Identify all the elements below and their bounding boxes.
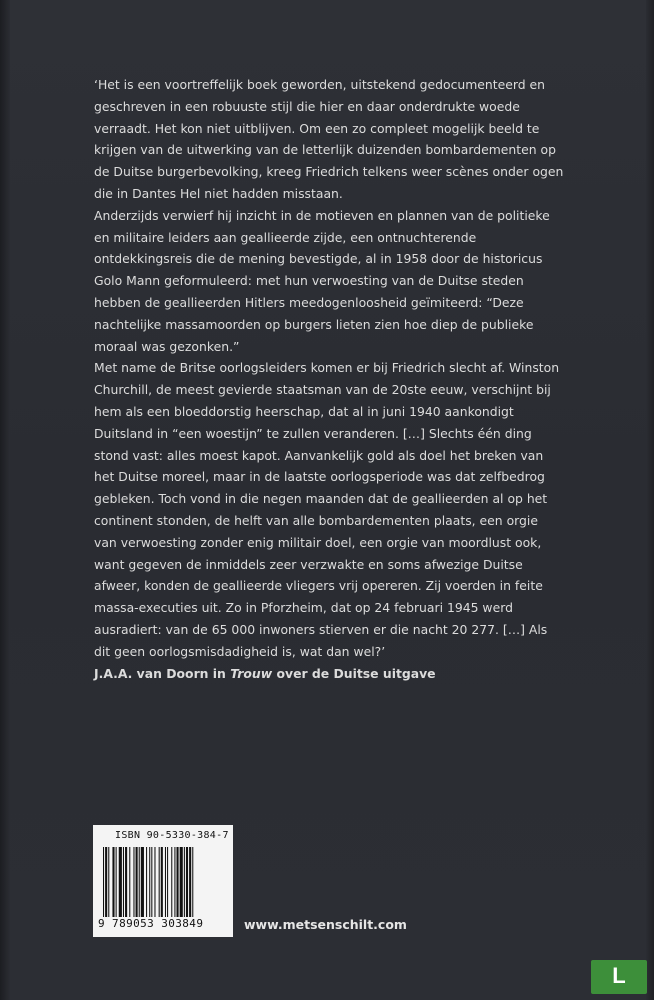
barcode-bar xyxy=(154,847,155,917)
watermark-sticker xyxy=(591,960,647,994)
barcode-bar xyxy=(103,847,104,917)
barcode-bar xyxy=(177,847,179,917)
barcode-bar xyxy=(192,847,193,917)
barcode-bar xyxy=(141,847,144,917)
barcode-bar xyxy=(174,847,175,917)
byline-publication: Trouw xyxy=(230,665,273,681)
barcode-bar xyxy=(189,847,191,917)
barcode-bar xyxy=(123,847,124,917)
barcode-bar xyxy=(161,847,163,917)
ean-number: 9 789053 303849 xyxy=(98,917,204,930)
barcode-bar xyxy=(112,847,114,917)
barcode-bar xyxy=(129,847,130,917)
barcode-bar xyxy=(139,847,140,917)
publisher-website: www.metsenschilt.com xyxy=(244,917,407,932)
barcode-bar xyxy=(165,847,166,917)
cover-edge-right xyxy=(646,0,654,1000)
barcode-bar xyxy=(146,847,147,917)
byline-author: J.A.A. van Doorn in xyxy=(94,665,231,681)
byline-rest: over de Duitse uitgave xyxy=(272,665,436,681)
barcode-bar xyxy=(186,847,188,917)
cover-edge-left xyxy=(0,0,10,1000)
barcode-bar xyxy=(105,847,107,917)
barcode-bar xyxy=(125,847,127,917)
barcode-bar xyxy=(133,847,134,917)
isbn-number: ISBN 90-5330-384-7 xyxy=(115,830,229,841)
barcode-bar xyxy=(159,847,160,917)
barcode-bar xyxy=(151,847,152,917)
review-byline xyxy=(94,663,564,685)
barcode-bar xyxy=(108,847,109,917)
barcode-bar xyxy=(171,847,172,917)
barcode-bar xyxy=(180,847,183,917)
sticker-logo-letter: L xyxy=(612,963,626,988)
review-paragraph-2: Anderzijds verwierf hij inzicht in de motieven en plannen van de politieke en militaire leiders aan geallieerde zijde, een ontnuchterende ontdekkingsreis die de mening bevestigde, al in 1958 door de historicus Golo Mann geformuleerd: met hun verwoesting van de Duitse steden hebben de geallieerden Hitlers meedogenloosheid geïmiteerd: “Deze nachtelijke massamoorden op burgers lieten zien hoe diep de publieke moraal was gezonken.” xyxy=(94,207,550,354)
barcode-bar xyxy=(167,847,168,917)
barcode-bar xyxy=(184,847,185,917)
barcode-label xyxy=(93,825,233,937)
barcode-bar xyxy=(119,847,122,917)
barcode-icon xyxy=(103,847,224,917)
barcode-bar xyxy=(149,847,150,917)
barcode-bar xyxy=(136,847,138,917)
review-paragraph-3: Met name de Britse oorlogsleiders komen er bij Friedrich slecht af. Winston Churchill, de meest gevierde staatsman van de 20ste eeuw, verschijnt bij hem als een bloeddorstig heerschap, dat al in juni 1940 aankondigt Duitsland in “een woestijn” te zullen veranderen. […] Slechts één ding stond vast: alles moest kapot. Aanvankelijk gold als doel het breken van het Duitse moreel, maar in de laatste oorlogsperiode was dat zelfbedrog gebleken. Toch vond in die negen maanden dat de geallieerden al op het continent stonden, de helft van alle bombardementen plaats, een orgie van verwoesting zonder enig militair doel, een orgie van moordlust ook, want gegeven de inmiddels zeer verzwakte en soms afwezige Duitse afweer, konden de geallieerde vliegers vrij opereren. Zij voerden in feite massa-executies uit. Zo in Pforzheim, dat op 24 februari 1945 werd ausradiert: van de 65 000 inwoners stierven er die nacht 20 277. […] Als dit geen oorlogsmisdadigheid is, wat dan wel?’ xyxy=(94,360,560,659)
barcode-bar xyxy=(116,847,117,917)
review-paragraph-1: ‘Het is een voortreffelijk boek geworden, uitstekend gedocumenteerd en geschreven in een robuuste stijl die hier en daar onderdrukte woede verraadt. Het kon niet uitblijven. Om een zo compleet mogelijk beeld te krijgen van de uitwerking van de letterlijk duizenden bombardementen op de Duitse burgerbevolking, kreeg Friedrich telkens weer scènes onder ogen die in Dantes Hel niet hadden misstaan. xyxy=(94,77,564,201)
review-quote xyxy=(94,74,564,684)
